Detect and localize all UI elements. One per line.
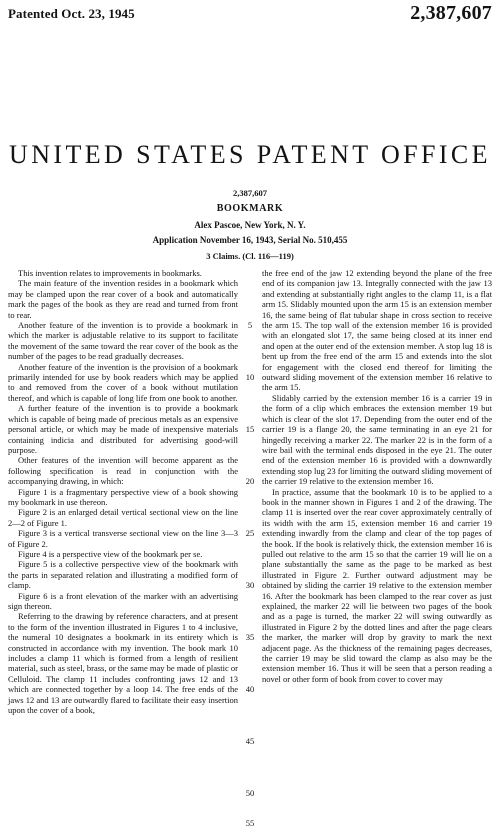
paragraph: Figure 6 is a front elevation of the marker with an advertising sign thereon.	[8, 590, 238, 611]
line-number: 10	[245, 372, 255, 382]
line-number: 15	[245, 424, 255, 434]
paragraph: Figure 1 is a fragmentary perspective view of a book showing my bookmark in use thereon.	[8, 486, 238, 507]
paragraph: In practice, assume that the bookmark 10 is to be applied to a book in the manner shown in Figures 1 and 2 of the drawing. The clamp 11 is inserted over the rear cover approximately centrally of its width with the arm 15, extension member 16 and carrier 19 extending inwardly from the clamp and clear of the top pages of the book. If the book is relatively thick, the extension member 16 is pulled out relative to the arm 15 so that the carrier 19 will lie on a plane substantially the same as the page to be marked as best illustrated in Figure 2. Further outward adjustment may be obtained by sliding the carrier 19 relative to the extension member 16. After the bookmark has been clamped to the rear cover as just explained, the marker 22 will lie between two pages of the book and as a page is turned, the marker 22 will swing outwardly as illustrated in Figure 2 by the dotted lines and after the page clears the marker, the marker will drop by gravity to mark the next adjacent page. As the thickness of the remaining pages decreases, the carrier 19 may be slid toward the clamp as also may be the extension member 16. Thus it will be seen that a person reading a novel or other form of book from cover to cover may	[262, 486, 492, 684]
paragraph: the free end of the jaw 12 extending beyond the plane of the free end of its companion jaw 13. Integrally connected with the jaw 13 and extending at substantially right angles to the clamp 11, is a flat arm 15. Slidably mounted upon the arm 15 is an extension member 16, the same being of flat tubular shape in cross section to receive the arm 15. The top wall of the extension member 16 is provided with an elongated slot 17, the same being closed at its inner end and open at the outer end of the extension member. A stop lug 18 is bent up from the free end of the arm 15 and extends into the slot for engagement with the closed end thereof for limiting the outward sliding movement of the extension member 16 relative to the arm 15.	[262, 268, 492, 393]
right-text-column	[262, 268, 492, 684]
paragraph: Another feature of the invention is to provide a bookmark in which the marker is adjustable relative to its support to facilitate the movement of the same toward the rear cover of the book as the number of the pages to be read gradually decreases.	[8, 320, 238, 362]
paragraph: Figure 2 is an enlarged detail vertical sectional view on the line 2—2 of Figure 1.	[8, 507, 238, 528]
line-number-gutter	[242, 268, 258, 828]
paragraph: Another feature of the invention is the provision of a bookmark primarily intended for use by book readers which may be applied to and removed from the cover of a book without mutilation thereof, and which is capable of long life from one book to another.	[8, 361, 238, 403]
left-text-column	[8, 268, 238, 715]
paragraph: Referring to the drawing by reference characters, and at present to the form of the invention illustrated in Figures 1 to 4 inclusive, the numeral 10 designates a bookmark in its entirety which is constructed in accordance with my invention. The book mark 10 includes a clamp 11 which is formed from a length of resilient material, such as steel, brass, or the same may be made of plastic or Celluloid. The clamp 11 includes confronting jaws 12 and 13 which are connected together by a loop 14. The free ends of the jaws 12 and 13 are outwardly flared to facilitate their easy insertion upon the cover of a book,	[8, 611, 238, 716]
paragraph: Slidably carried by the extension member 16 is a carrier 19 in the form of a clip which embraces the extension member 19 but which is clear of the slot 17. Depending from the outer end of the carrier 19 is a flange 20, the same terminating in an eye 21 for hingedly receiving a marker 22. The marker 22 is in the form of a wire bail with the terminal ends disposed in the eye 21. The outer end of the extension member 16 is provided with a downwardly extending stop lug 23 for limiting the outward sliding movement of the carrier 19 relative to the extension member 16.	[262, 392, 492, 487]
paragraph: Figure 4 is a perspective view of the bookmark per se.	[18, 548, 203, 559]
paragraph: Figure 3 is a vertical transverse sectional view on the line 3—3 of Figure 2.	[8, 528, 238, 549]
line-number: 30	[245, 580, 255, 590]
line-number: 25	[245, 528, 255, 538]
patent-number: 2,387,607	[233, 188, 267, 198]
claims-line: 3 Claims. (Cl. 116—119)	[206, 251, 294, 261]
line-number: 5	[247, 320, 253, 330]
patent-date: Patented Oct. 23, 1945	[8, 6, 135, 21]
paragraph: The main feature of the invention resides in a bookmark which may be clamped upon the rear cover of a book and automatically mark the pages of the book as they are read and turned from front to rear.	[8, 278, 238, 320]
paragraph: A further feature of the invention is to provide a bookmark which is capable of being made of precious metals as an expensive personal article, or which may be made of inexpensive materials containing indicia and distributed for advertising good-will purpose.	[8, 403, 238, 455]
patent-title: BOOKMARK	[216, 203, 284, 214]
inventor-line: Alex Pascoe, New York, N. Y.	[194, 220, 306, 230]
line-number: 35	[245, 632, 255, 642]
patent-number-corner: 2,387,607	[410, 2, 492, 24]
line-number: 20	[245, 476, 255, 486]
line-number: 50	[245, 788, 255, 798]
line-number: 40	[245, 684, 255, 694]
line-number: 45	[245, 736, 255, 746]
paragraph: Figure 5 is a collective perspective view of the bookmark with the parts in separated relation and illustrating a modified form of clamp.	[8, 559, 238, 591]
paragraph: Other features of the invention will become apparent as the following specification is read in conjunction with the accompanying drawing, in which:	[8, 455, 238, 487]
office-heading: UNITED STATES PATENT OFFICE	[9, 140, 491, 169]
application-line: Application November 16, 1943, Serial No. 510,455	[152, 235, 348, 245]
line-number: 55	[245, 818, 255, 828]
paragraph: This invention relates to improvements in bookmarks.	[18, 268, 202, 278]
